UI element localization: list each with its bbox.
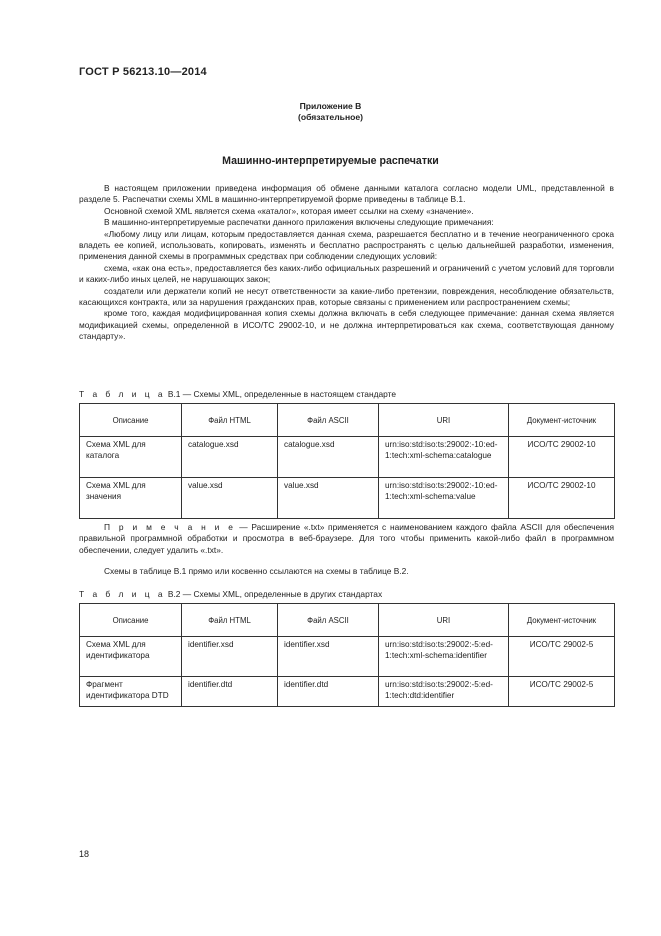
table-row: [80, 478, 615, 519]
table1-note: [79, 522, 614, 556]
note-text: — Расширение «.txt» применяется с наименованием каждого файла ASCII для обеспечения правильной программной обработки и просмотра в веб-браузере. Для того чтобы применить какой-либо файл в программном обеспечении, следует удалить «.txt».: [79, 522, 614, 555]
table-row: [80, 677, 615, 707]
paragraph: Основной схемой XML является схема «каталог», которая имеет ссылки на схему «значение».: [104, 205, 474, 216]
table2-caption: [79, 589, 382, 599]
table2-header-cell: URI: [379, 604, 509, 637]
table1-header-cell: Документ-источник: [509, 404, 615, 437]
table-cell: Схема XML для значения: [80, 478, 182, 519]
table-cell: ИСО/ТС 29002-5: [509, 637, 615, 677]
table1-header-row: [80, 404, 615, 437]
paragraph: кроме того, каждая модифицированная копия схемы должна включать в себя следующее примечание: данная схема является модификацией схемы, определенной в ИСО/ТС 29002-10, и не должна интерпретироваться как схема, соответствующая данному стандарту».: [79, 308, 614, 342]
table-cell: urn:iso:std:iso:ts:29002:-5:ed-1:tech:xml-schema:identifier: [379, 637, 509, 677]
section-title: Машинно-интерпретируемые распечатки: [222, 155, 439, 167]
table-cell: urn:iso:std:iso:ts:29002:-10:ed-1:tech:xml-schema:catalogue: [379, 437, 509, 478]
table-row: [80, 437, 615, 478]
table2-caption-label: Т а б л и ц а: [79, 589, 166, 599]
table-cell: value.xsd: [278, 478, 379, 519]
table-cell: urn:iso:std:iso:ts:29002:-5:ed-1:tech:dtd:identifier: [379, 677, 509, 707]
table2-header-row: [80, 604, 615, 637]
table-cell: Фрагмент идентификатора DTD: [80, 677, 182, 707]
table1-caption-label: Т а б л и ц а: [79, 389, 166, 399]
table1-caption-text: В.1 — Схемы XML, определенные в настоящем стандарте: [167, 389, 397, 399]
paragraph: Схемы в таблице В.1 прямо или косвенно ссылаются на схемы в таблице В.2.: [104, 566, 409, 576]
table-cell: ИСО/ТС 29002-5: [509, 677, 615, 707]
table-cell: Схема XML для каталога: [80, 437, 182, 478]
table2-header-cell: Документ-источник: [509, 604, 615, 637]
paragraph: В настоящем приложении приведена информация об обмене данными каталога согласно модели UML, представленной в разделе 5. Распечатки схемы XML в машинно-интерпретируемой форме приведены в таблице В.1.: [79, 183, 614, 205]
standard-code: ГОСТ Р 56213.10—2014: [79, 66, 207, 78]
table2-caption-text: В.2 — Схемы XML, определенные в других стандартах: [167, 589, 383, 599]
table-cell: identifier.dtd: [182, 677, 278, 707]
table1-header-cell: URI: [379, 404, 509, 437]
table-cell: Схема XML для идентификатора: [80, 637, 182, 677]
table1-header-cell: Файл HTML: [182, 404, 278, 437]
table-cell: identifier.xsd: [182, 637, 278, 677]
table-cell: value.xsd: [182, 478, 278, 519]
annex-subtitle: (обязательное): [297, 112, 364, 122]
paragraph: создатели или держатели копий не несут ответственности за какие-либо претензии, повреждения, несоблюдение обязательств, касающихся контракта, или за нарушения гражданских прав, которые связаны с применением или распространением схемы;: [79, 285, 614, 308]
paragraph: В машинно-интерпретируемые распечатки данного приложения включены следующие примечания:: [104, 217, 494, 228]
annex-title: Приложение В: [299, 101, 362, 111]
note-label: П р и м е ч а н и е: [104, 522, 236, 532]
table2: [79, 603, 615, 707]
table-cell: urn:iso:std:iso:ts:29002:-10:ed-1:tech:xml-schema:value: [379, 478, 509, 519]
table-row: [80, 637, 615, 677]
table-cell: catalogue.xsd: [278, 437, 379, 478]
table-cell: ИСО/ТС 29002-10: [509, 478, 615, 519]
table-cell: catalogue.xsd: [182, 437, 278, 478]
table1: [79, 403, 615, 519]
table1-header-cell: Файл ASCII: [278, 404, 379, 437]
table1-header-cell: Описание: [80, 404, 182, 437]
table2-header-cell: Файл HTML: [182, 604, 278, 637]
table2-header-cell: Файл ASCII: [278, 604, 379, 637]
table-cell: identifier.xsd: [278, 637, 379, 677]
table-cell: identifier.dtd: [278, 677, 379, 707]
paragraph: схема, «как она есть», предоставляется без каких-либо официальных разрешений и ограничений с учетом условий для торговли и каких-либо иных целей, не нарушающих закон;: [79, 262, 614, 285]
table-cell: ИСО/ТС 29002-10: [509, 437, 615, 478]
body-text: [79, 183, 614, 343]
between-tables-text: [79, 566, 614, 577]
table2-header-cell: Описание: [80, 604, 182, 637]
table1-caption: [79, 389, 396, 399]
paragraph: «Любому лицу или лицам, которым предоставляется данная схема, разрешается бесплатно и в течение неограниченного срока владеть ее копией, использовать, копировать, изменять и бесплатно распространять с целью дальнейшей разработки, изменения, применения данной схемы в программных средствах при соблюдении следующих условий:: [79, 228, 614, 262]
page-number: 18: [79, 849, 90, 859]
